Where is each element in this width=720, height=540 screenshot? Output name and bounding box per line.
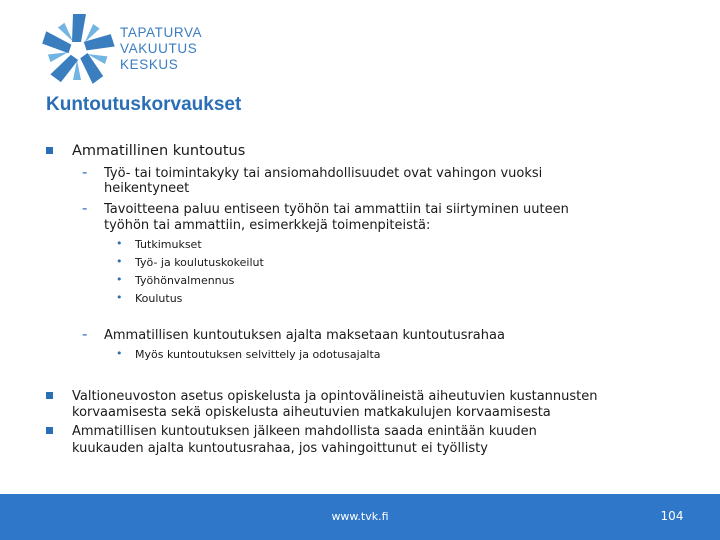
- list-item: Tutkimukset: [135, 238, 202, 251]
- page-number: 104: [660, 509, 684, 523]
- bullet-1-text: Ammatillinen kuntoutus: [72, 143, 246, 159]
- dash-bullet-icon: -: [82, 163, 88, 181]
- bullet-2-line-2: korvaamisesta sekä opiskelusta aiheutuvien matkakulujen korvaamisesta: [72, 405, 551, 420]
- sub-3-text: Ammatillisen kuntoutuksen ajalta maksetaan kuntoutusrahaa: [104, 328, 505, 343]
- logo-wordmark: [120, 25, 202, 73]
- sub-2-line-1: Tavoitteena paluu entiseen työhön tai ammattiin tai siirtyminen uuteen: [104, 202, 569, 217]
- footer-bar: [0, 494, 720, 540]
- square-bullet-icon: [46, 147, 53, 154]
- logo-line-1: TAPATURVA: [120, 25, 203, 40]
- bullet-2-line-1: Valtioneuvoston asetus opiskelusta ja opintovälineistä aiheutuvien kustannusten: [72, 389, 598, 404]
- dot-bullet-icon: •: [116, 237, 123, 250]
- logo-line-2: VAKUUTUS: [120, 41, 198, 56]
- sub-2-line-2: työhön tai ammattiin, esimerkkejä toimenpiteistä:: [104, 218, 431, 233]
- bullet-3-line-2: kuukauden ajalta kuntoutusrahaa, jos vahingoittunut ei työllisty: [72, 441, 488, 456]
- logo-line-3: KESKUS: [120, 57, 179, 72]
- page-title: Kuntoutuskorvaukset: [46, 94, 242, 115]
- list-item: Työhönvalmennus: [135, 274, 235, 287]
- footer-url-link[interactable]: www.tvk.fi: [331, 510, 389, 523]
- star-logo-icon: [38, 12, 118, 88]
- sub-1-line-2: heikentyneet: [104, 181, 190, 196]
- list-item: Työ- ja koulutuskokeilut: [135, 256, 264, 269]
- sub-1-line-1: Työ- tai toimintakyky tai ansiomahdollisuudet ovat vahingon vuoksi: [104, 166, 543, 181]
- square-bullet-icon: [46, 392, 53, 399]
- dot-bullet-icon: •: [116, 255, 123, 268]
- list-item: Koulutus: [135, 292, 183, 305]
- square-bullet-icon: [46, 427, 53, 434]
- list-item: Myös kuntoutuksen selvittely ja odotusajalta: [135, 348, 381, 361]
- dot-bullet-icon: •: [116, 347, 123, 360]
- dash-bullet-icon: -: [82, 199, 88, 217]
- dash-bullet-icon: -: [82, 325, 88, 343]
- bullet-3-line-1: Ammatillisen kuntoutuksen jälkeen mahdollista saada enintään kuuden: [72, 424, 537, 439]
- dot-bullet-icon: •: [116, 273, 123, 286]
- dot-bullet-icon: •: [116, 291, 123, 304]
